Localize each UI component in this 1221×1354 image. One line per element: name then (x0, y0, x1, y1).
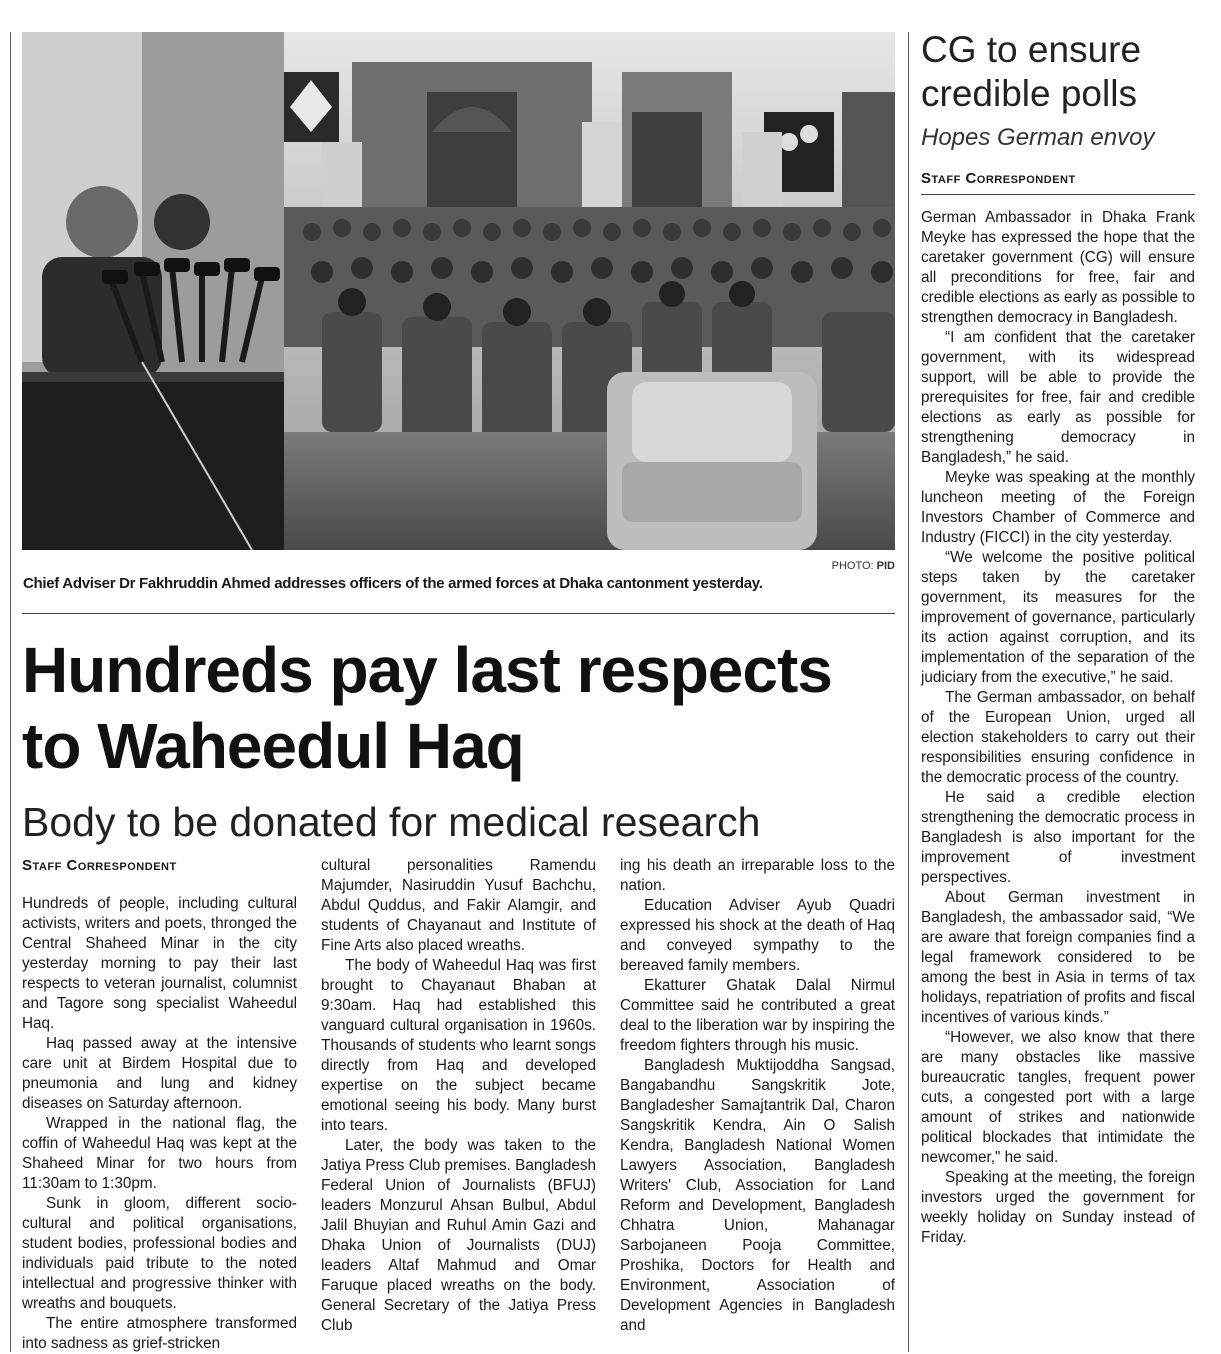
paragraph: cultural personalities Ramendu Majumder, Nasiruddin Yusuf Bachchu, Abdul Quddus, and Fakir Alamgir, and students of Chayanaut and Institute of Fine Arts also placed wreaths. (321, 857, 596, 954)
left-margin-rule (10, 32, 11, 1352)
paragraph: Education Adviser Ayub Quadri expressed his shock at the death of Haq and conveyed sympathy to the bereaved family members. (620, 897, 895, 974)
paragraph: Later, the body was taken to the Jatiya Press Club premises. Bangladesh Federal Union of Journalists (BFUJ) leaders Monzurul Ahsan Bulbul, Abdul Jalil Bhuyian and Ruhul Amin Gazi and Dhaka Union of Journalists (DUJ) leaders Altaf Mahmud and Omar Faruque placed wreaths on the body. General Secretary of the Jatiya Press Club (321, 1137, 596, 1334)
main-headline: Hundreds pay last respects to Waheedul Haq (22, 634, 832, 782)
paragraph: Speaking at the meeting, the foreign investors urged the government for weekly holiday on Sunday instead of Friday. (921, 1169, 1195, 1246)
paragraph: Hundreds of people, including cultural activists, writers and poets, thronged the Central Shaheed Minar in the city yesterday morning to pay their last respects to veteran journalist, columnist and Tagore song specialist Waheedul Haq. (22, 895, 297, 1032)
side-subheadline: Hopes German envoy (921, 124, 1155, 151)
paragraph: Meyke was speaking at the monthly luncheon meeting of the Foreign Investors Chamber of Commerce and Industry (FICCI) in the city yesterday. (921, 469, 1195, 546)
paragraph: Haq passed away at the intensive care unit at Birdem Hospital due to pneumonia and lung and kidney diseases on Saturday afternoon. (22, 1035, 297, 1112)
column-divider (908, 32, 909, 1352)
paragraph: He said a credible election strengthening the democratic process in Bangladesh is also important for the improvement of investment perspectives. (921, 789, 1195, 886)
main-subheadline: Body to be donated for medical research (22, 799, 761, 845)
paragraph: The German ambassador, on behalf of the European Union, urged all election stakeholders to carry out their responsibilities ensuring confidence in the democratic process of the country. (921, 689, 1195, 786)
paragraph: “We welcome the positive political steps taken by the caretaker government, its measures for the improvement of governance, particularly its action against corruption, and its implementation of the separation of the judiciary from the executive,” he said. (921, 549, 1195, 686)
caption-divider (22, 613, 895, 614)
paragraph: Ekatturer Ghatak Dalal Nirmul Committee said he contributed a great deal to the liberation war by inspiring the freedom fighters through his music. (620, 977, 895, 1054)
photo-credit-source: PID (876, 560, 895, 572)
photo-credit (800, 560, 895, 572)
main-byline: Staff Correspondent (22, 857, 177, 874)
side-byline-rule (921, 194, 1195, 195)
paragraph: About German investment in Bangladesh, the ambassador said, “We are aware that foreign companies find a legal framework considered to be among the best in Asia in terms of tax holidays, repatriation of profits and fiscal incentives of various kinds.” (921, 889, 1195, 1026)
main-story-column-1 (22, 856, 297, 1354)
photo-caption: Chief Adviser Dr Fakhruddin Ahmed addresses officers of the armed forces at Dhaka cantonment yesterday. (23, 575, 763, 592)
paragraph: German Ambassador in Dhaka Frank Meyke has expressed the hope that the caretaker government (CG) will ensure all preconditions for free, fair and credible elections as early as possible to strengthen democracy in Bangladesh. (921, 209, 1195, 326)
photo-credit-prefix: PHOTO: (831, 560, 874, 572)
news-photo (22, 32, 895, 550)
side-headline: CG to ensure credible polls (921, 29, 1142, 114)
paragraph: Bangladesh Muktijoddha Sangsad, Bangabandhu Sangskritik Jote, Bangladesher Samajtantrik Dal, Charon Sangskritik Kendra, Ain O Salish Kendra, Bangladesh National Women Lawyers Association, Bangladesh Writers' Club, Association for Land Reform and Development, Bangladesh Chhatra Union, Mahanagar Sarbojaneen Pooja Committee, Proshika, Doctors for Health and Environment, Association of Development Agencies in Bangladesh and (620, 1057, 895, 1334)
main-story-column-2 (321, 856, 596, 1336)
main-story-column-3 (620, 856, 895, 1336)
paragraph: Sunk in gloom, different socio-cultural and political organisations, student bodies, professional bodies and individuals paid tribute to the noted intellectual and progressive thinker with wreaths and bouquets. (22, 1195, 297, 1312)
paragraph: “I am confident that the caretaker government, with its widespread support, will be able to provide the prerequisites for free, fair and credible elections as early as possible for strengthening democracy in Bangladesh,” he said. (921, 329, 1195, 466)
side-story-column (921, 208, 1195, 1248)
paragraph: The entire atmosphere transformed into sadness as grief-stricken (22, 1315, 297, 1352)
side-byline: Staff Correspondent (921, 170, 1076, 187)
paragraph: Wrapped in the national flag, the coffin of Waheedul Haq was kept at the Shaheed Minar for two hours from 11:30am to 1:30pm. (22, 1115, 297, 1192)
paragraph: “However, we also know that there are many obstacles like massive bureaucratic tangles, frequent power cuts, a congested port with a large amount of strikes and nationwide political blockades that intimidate the newcomer," he said. (921, 1029, 1195, 1166)
paragraph: The body of Waheedul Haq was first brought to Chayanaut Bhaban at 9:30am. Haq had established this vanguard cultural organisation in 1960s. Thousands of students who learnt songs directly from Haq and developed expertise on the subject became emotional seeing his body. Many burst into tears. (321, 957, 596, 1134)
paragraph: ing his death an irreparable loss to the nation. (620, 857, 895, 894)
